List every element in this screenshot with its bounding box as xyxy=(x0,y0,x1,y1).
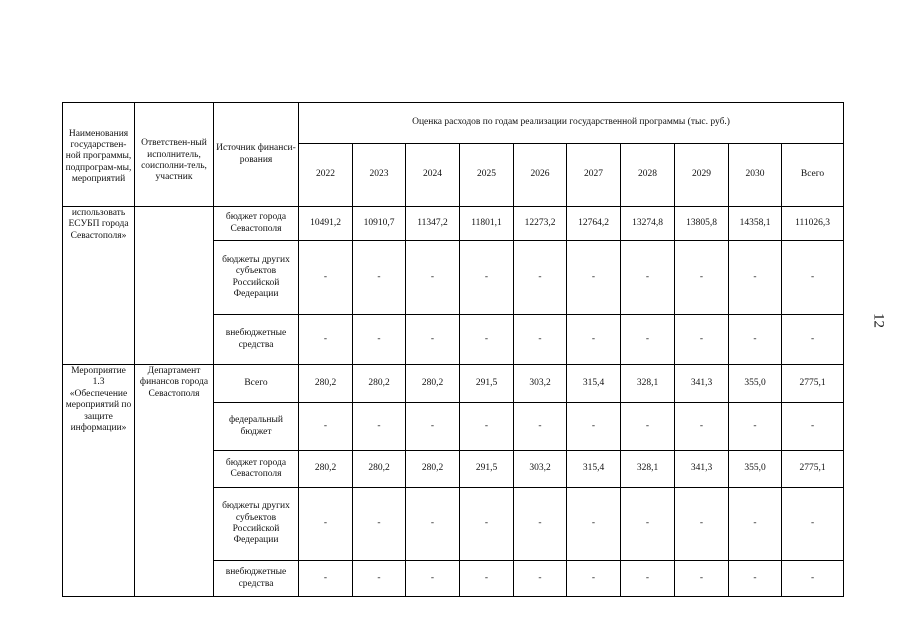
source-cell: бюджеты других субъектов Российской Федерации xyxy=(214,488,299,561)
source-cell: внебюджетные средства xyxy=(214,561,299,597)
value-cell: - xyxy=(675,403,729,451)
value-cell: - xyxy=(406,241,460,315)
value-cell: - xyxy=(567,241,621,315)
value-cell: 355,0 xyxy=(729,365,782,403)
value-cell: 291,5 xyxy=(460,451,514,488)
value-cell: 11801,1 xyxy=(460,207,514,241)
source-cell: Всего xyxy=(214,365,299,403)
value-cell: - xyxy=(353,403,406,451)
value-cell: - xyxy=(353,488,406,561)
value-cell: 280,2 xyxy=(406,365,460,403)
table-row xyxy=(63,365,844,403)
value-cell: 12273,2 xyxy=(514,207,567,241)
value-cell: - xyxy=(353,315,406,365)
value-cell: - xyxy=(299,241,353,315)
header-executor: Ответствен-ный исполнитель, соисполни-тель, участник xyxy=(135,103,214,207)
table-row xyxy=(63,207,844,241)
value-cell: - xyxy=(299,315,353,365)
executor: Департамент финансов города Севастополя xyxy=(135,365,214,597)
value-cell: 355,0 xyxy=(729,451,782,488)
value-cell: - xyxy=(299,561,353,597)
value-cell: 303,2 xyxy=(514,365,567,403)
total-cell: - xyxy=(782,488,844,561)
value-cell: - xyxy=(514,315,567,365)
header-year: 2028 xyxy=(621,144,675,207)
value-cell: - xyxy=(729,241,782,315)
total-cell: 2775,1 xyxy=(782,451,844,488)
source-cell: бюджеты других субъектов Российской Федерации xyxy=(214,241,299,315)
value-cell: 341,3 xyxy=(675,365,729,403)
value-cell: - xyxy=(406,315,460,365)
header-total: Всего xyxy=(782,144,844,207)
value-cell: - xyxy=(567,315,621,365)
value-cell: - xyxy=(353,241,406,315)
total-cell: - xyxy=(782,241,844,315)
value-cell: - xyxy=(729,488,782,561)
value-cell: - xyxy=(621,561,675,597)
total-cell: - xyxy=(782,561,844,597)
value-cell: - xyxy=(567,561,621,597)
value-cell: - xyxy=(460,241,514,315)
value-cell: 14358,1 xyxy=(729,207,782,241)
value-cell: - xyxy=(567,403,621,451)
value-cell: 315,4 xyxy=(567,451,621,488)
value-cell: - xyxy=(299,488,353,561)
value-cell: - xyxy=(299,403,353,451)
source-cell: федеральный бюджет xyxy=(214,403,299,451)
value-cell: - xyxy=(567,488,621,561)
source-cell: бюджет города Севастополя xyxy=(214,451,299,488)
value-cell: - xyxy=(406,488,460,561)
value-cell: - xyxy=(514,241,567,315)
value-cell: - xyxy=(514,403,567,451)
value-cell: 280,2 xyxy=(299,451,353,488)
value-cell: 12764,2 xyxy=(567,207,621,241)
source-cell: бюджет города Севастополя xyxy=(214,207,299,241)
header-year: 2025 xyxy=(460,144,514,207)
value-cell: - xyxy=(621,315,675,365)
value-cell: 315,4 xyxy=(567,365,621,403)
value-cell: - xyxy=(675,488,729,561)
header-year: 2029 xyxy=(675,144,729,207)
value-cell: - xyxy=(460,561,514,597)
program-name: использовать ЕСУБП города Севастополя» xyxy=(63,207,135,365)
value-cell: - xyxy=(406,561,460,597)
value-cell: - xyxy=(729,315,782,365)
header-source: Источник финанси-рования xyxy=(214,103,299,207)
value-cell: - xyxy=(460,488,514,561)
header-year: 2030 xyxy=(729,144,782,207)
value-cell: - xyxy=(406,403,460,451)
value-cell: - xyxy=(675,561,729,597)
header-year: 2024 xyxy=(406,144,460,207)
value-cell: 13274,8 xyxy=(621,207,675,241)
value-cell: - xyxy=(621,488,675,561)
value-cell: - xyxy=(621,403,675,451)
value-cell: 291,5 xyxy=(460,365,514,403)
table-body xyxy=(63,207,844,597)
page-number: 12 xyxy=(870,313,887,328)
value-cell: 280,2 xyxy=(406,451,460,488)
total-cell: 111026,3 xyxy=(782,207,844,241)
executor xyxy=(135,207,214,365)
source-cell: внебюджетные средства xyxy=(214,315,299,365)
value-cell: 328,1 xyxy=(621,451,675,488)
value-cell: 280,2 xyxy=(353,365,406,403)
header-year: 2026 xyxy=(514,144,567,207)
header-name: Наименования государствен-ной программы, подпрограм-мы, мероприятий xyxy=(63,103,135,207)
value-cell: 10491,2 xyxy=(299,207,353,241)
value-cell: - xyxy=(460,315,514,365)
header-year: 2023 xyxy=(353,144,406,207)
value-cell: - xyxy=(353,561,406,597)
value-cell: - xyxy=(514,488,567,561)
value-cell: - xyxy=(460,403,514,451)
value-cell: 280,2 xyxy=(353,451,406,488)
header-year: 2027 xyxy=(567,144,621,207)
value-cell: 328,1 xyxy=(621,365,675,403)
value-cell: - xyxy=(675,241,729,315)
total-cell: - xyxy=(782,403,844,451)
value-cell: - xyxy=(729,561,782,597)
value-cell: 341,3 xyxy=(675,451,729,488)
header-estimate: Оценка расходов по годам реализации государственной программы (тыс. руб.) xyxy=(299,103,844,144)
value-cell: 10910,7 xyxy=(353,207,406,241)
total-cell: 2775,1 xyxy=(782,365,844,403)
value-cell: - xyxy=(729,403,782,451)
value-cell: 303,2 xyxy=(514,451,567,488)
value-cell: 11347,2 xyxy=(406,207,460,241)
value-cell: - xyxy=(621,241,675,315)
total-cell: - xyxy=(782,315,844,365)
value-cell: 13805,8 xyxy=(675,207,729,241)
value-cell: - xyxy=(514,561,567,597)
budget-table xyxy=(62,102,844,597)
value-cell: 280,2 xyxy=(299,365,353,403)
header-year: 2022 xyxy=(299,144,353,207)
value-cell: - xyxy=(675,315,729,365)
program-name: Мероприятие 1.3 «Обеспечение мероприятий по защите информации» xyxy=(63,365,135,597)
